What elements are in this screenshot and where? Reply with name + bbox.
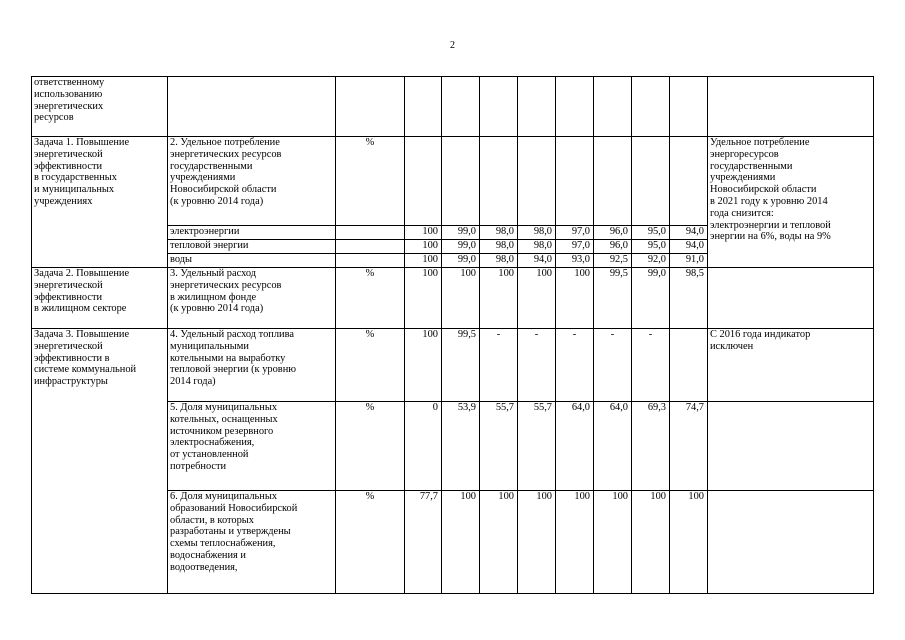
note-cell: С 2016 года индикатор исключен xyxy=(708,329,874,402)
value-cell: - xyxy=(632,329,670,402)
value-cell: - xyxy=(480,329,518,402)
value-cell: 95,0 xyxy=(632,226,670,240)
value-cell: 100 xyxy=(405,226,442,240)
value-cell: 98,5 xyxy=(670,268,708,329)
value-cell: 97,0 xyxy=(556,226,594,240)
value-cell: 99,5 xyxy=(594,268,632,329)
unit-cell: % xyxy=(336,137,405,226)
value-cell: 69,3 xyxy=(632,402,670,491)
value-cell: 98,0 xyxy=(518,226,556,240)
value-cell: 55,7 xyxy=(518,402,556,491)
indicator-cell: 6. Доля муниципальных образований Новосибирской области, в которых разработаны и утверждены схемы теплоснабжения, водоснабжения и водоотведения, xyxy=(168,491,336,594)
value-cell: 99,5 xyxy=(442,329,480,402)
value-cell: 64,0 xyxy=(594,402,632,491)
value-cell: 100 xyxy=(405,254,442,268)
sub-indicator-label: тепловой энергии xyxy=(168,240,336,254)
task-cell: Задача 3. Повышение энергетической эффективности в системе коммунальной инфраструктуры xyxy=(32,329,168,594)
value-cell: 0 xyxy=(405,402,442,491)
value-cell: 53,9 xyxy=(442,402,480,491)
value-cell: 94,0 xyxy=(518,254,556,268)
note-cell xyxy=(708,491,874,594)
indicator-cell: 4. Удельный расход топлива муниципальными котельными на выработку тепловой энергии (к уровню 2014 года) xyxy=(168,329,336,402)
task-cell: ответственному использованию энергетических ресурсов xyxy=(32,77,168,137)
value-cell: - xyxy=(518,329,556,402)
value-cell: 100 xyxy=(518,491,556,594)
table-row xyxy=(32,329,874,402)
value-cell: 100 xyxy=(442,491,480,594)
value-cell: 100 xyxy=(556,491,594,594)
value-cell: 94,0 xyxy=(670,226,708,240)
value-cell: 92,0 xyxy=(632,254,670,268)
value-cell: 96,0 xyxy=(594,226,632,240)
sub-indicator-label: воды xyxy=(168,254,336,268)
value-cell: 100 xyxy=(556,268,594,329)
value-cell: 55,7 xyxy=(480,402,518,491)
unit-cell: % xyxy=(336,402,405,491)
value-cell: 100 xyxy=(518,268,556,329)
value-cell: 93,0 xyxy=(556,254,594,268)
value-cell: - xyxy=(594,329,632,402)
table-row xyxy=(32,268,874,329)
indicator-cell: 3. Удельный расход энергетических ресурсов в жилищном фонде (к уровню 2014 года) xyxy=(168,268,336,329)
value-cell: 99,0 xyxy=(442,254,480,268)
value-cell: 100 xyxy=(480,268,518,329)
unit-cell: % xyxy=(336,329,405,402)
value-cell: 77,7 xyxy=(405,491,442,594)
value-cell: 100 xyxy=(594,491,632,594)
value-cell: 99,0 xyxy=(632,268,670,329)
value-cell: 95,0 xyxy=(632,240,670,254)
value-cell: 74,7 xyxy=(670,402,708,491)
sub-indicator-label: электроэнергии xyxy=(168,226,336,240)
page-number: 2 xyxy=(450,40,455,51)
value-cell: 94,0 xyxy=(670,240,708,254)
value-cell: 100 xyxy=(405,240,442,254)
note-cell xyxy=(708,268,874,329)
indicators-table xyxy=(31,76,874,594)
value-cell: 96,0 xyxy=(594,240,632,254)
value-cell: 99,0 xyxy=(442,240,480,254)
task-cell: Задача 2. Повышение энергетической эффективности в жилищном секторе xyxy=(32,268,168,329)
value-cell: 98,0 xyxy=(518,240,556,254)
value-cell: 100 xyxy=(480,491,518,594)
unit-cell: % xyxy=(336,268,405,329)
value-cell: 97,0 xyxy=(556,240,594,254)
value-cell: 98,0 xyxy=(480,240,518,254)
value-cell: 64,0 xyxy=(556,402,594,491)
indicator-cell: 5. Доля муниципальных котельных, оснащенных источником резервного электроснабжения, от установленной потребности xyxy=(168,402,336,491)
value-cell: 100 xyxy=(405,268,442,329)
value-cell: 100 xyxy=(670,491,708,594)
table-row xyxy=(32,77,874,137)
value-cell: 99,0 xyxy=(442,226,480,240)
value-cell: 92,5 xyxy=(594,254,632,268)
value-cell: 100 xyxy=(442,268,480,329)
value-cell xyxy=(670,329,708,402)
note-cell xyxy=(708,402,874,491)
value-cell: - xyxy=(556,329,594,402)
unit-cell: % xyxy=(336,491,405,594)
task-cell: Задача 1. Повышение энергетической эффективности в государственных и муниципальных учреждениях xyxy=(32,137,168,268)
value-cell: 100 xyxy=(405,329,442,402)
indicator-cell: 2. Удельное потребление энергетических ресурсов государственными учреждениями Новосибирской области (к уровню 2014 года) xyxy=(168,137,336,226)
note-cell: Удельное потребление энергоресурсов государственными учреждениями Новосибирской области в 2021 году к уровню 2014 года снизится: электроэнергии и тепловой энергии на 6%, воды на 9% xyxy=(708,137,874,268)
value-cell: 100 xyxy=(632,491,670,594)
value-cell: 98,0 xyxy=(480,254,518,268)
value-cell: 91,0 xyxy=(670,254,708,268)
table-row xyxy=(32,137,874,226)
value-cell: 98,0 xyxy=(480,226,518,240)
